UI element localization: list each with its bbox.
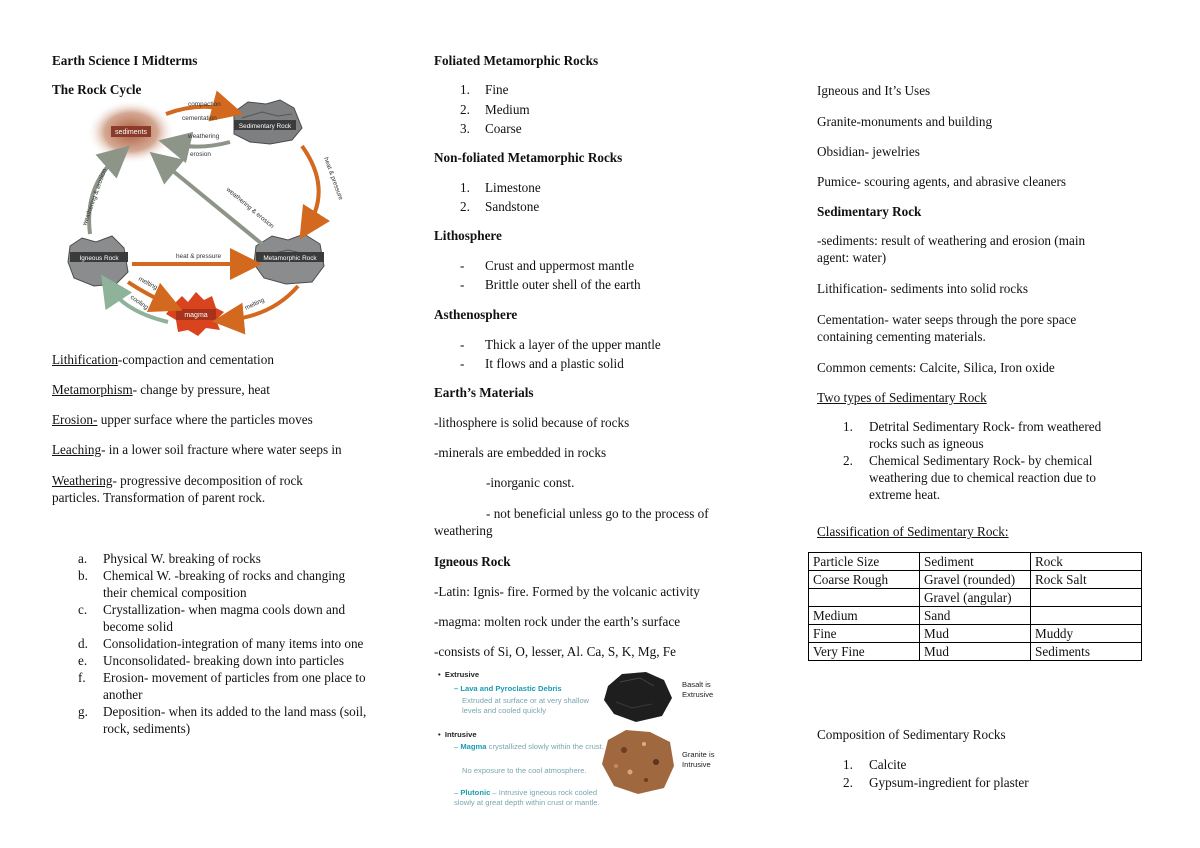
table-header-row bbox=[809, 553, 1142, 571]
list-item bbox=[817, 774, 1117, 792]
list-item-text: Chemical W. -breaking of rocks and changing their chemical composition bbox=[103, 568, 346, 600]
erosion-label: erosion bbox=[190, 151, 211, 158]
extrusive-sub-label: Lava and Pyroclastic Debris bbox=[460, 684, 562, 693]
sediments-label: sediments bbox=[115, 129, 147, 136]
list-item bbox=[434, 276, 734, 295]
list-marker: b. bbox=[78, 568, 88, 583]
sedimentary-weathering-arrow bbox=[174, 142, 230, 147]
list-marker: 2. bbox=[843, 775, 853, 790]
list-marker: g. bbox=[78, 704, 88, 719]
list-item bbox=[817, 452, 1119, 503]
list-marker: - bbox=[460, 258, 465, 273]
composition-list bbox=[817, 756, 1117, 792]
table-cell bbox=[809, 589, 920, 607]
list-item-text: Sandstone bbox=[485, 199, 540, 214]
list-item bbox=[52, 601, 383, 635]
igneous-rock-label: Igneous Rock bbox=[79, 255, 119, 262]
list-item bbox=[52, 652, 373, 669]
earths-materials-heading: Earth’s Materials bbox=[434, 385, 534, 400]
table-cell: Coarse Rough bbox=[809, 571, 920, 589]
document-title: Earth Science I Midterms bbox=[52, 53, 198, 68]
intrusive-magma: – Magma crystallized slowly within the crust. bbox=[454, 742, 604, 751]
asthenosphere-list bbox=[434, 336, 734, 374]
earths-materials-line-3: -inorganic const. bbox=[486, 475, 575, 490]
list-marker: a. bbox=[78, 551, 88, 566]
list-marker: f. bbox=[78, 670, 86, 685]
list-item bbox=[817, 418, 1119, 452]
list-item-text: Medium bbox=[485, 101, 530, 117]
list-item bbox=[434, 120, 734, 140]
list-item-text: Crust and uppermost mantle bbox=[485, 258, 635, 273]
igneous-use-item: Obsidian- jewelries bbox=[817, 144, 920, 159]
cooling-label: cooling bbox=[128, 293, 150, 312]
list-marker: 1. bbox=[460, 82, 470, 97]
definition-term: Lithification bbox=[52, 352, 118, 367]
earths-materials-line-4: - not beneficial unless go to the process of weathering bbox=[434, 506, 709, 538]
rock-cycle-heading: The Rock Cycle bbox=[52, 82, 142, 97]
foliated-heading: Foliated Metamorphic Rocks bbox=[434, 53, 599, 68]
list-item bbox=[434, 81, 734, 101]
igneous-use-item: Granite-monuments and building bbox=[817, 114, 993, 129]
weathering-label: weathering bbox=[188, 133, 220, 140]
table-header-cell: Rock bbox=[1031, 553, 1142, 571]
list-marker: 2. bbox=[460, 199, 470, 214]
list-item bbox=[434, 355, 734, 374]
composition-heading: Composition of Sedimentary Rocks bbox=[817, 727, 1006, 742]
intrusive-title: Intrusive bbox=[444, 730, 477, 739]
list-item-text: Gypsum-ingredient for plaster bbox=[869, 775, 1029, 790]
definition-leaching bbox=[52, 441, 342, 458]
definition-text: upper surface where the particles moves bbox=[97, 412, 313, 427]
list-item-text: Deposition- when its added to the land mass (soil, rock, sediments) bbox=[103, 704, 367, 736]
basalt-caption: Basalt is Extrusive bbox=[682, 680, 714, 699]
list-item-text: Brittle outer shell of the earth bbox=[485, 277, 641, 292]
metamorphic-rock-label: Metamorphic Rock bbox=[263, 255, 317, 262]
list-item-text: Detrital Sedimentary Rock- from weathered rocks such as igneous bbox=[869, 419, 1102, 451]
extrusive-sub: – Lava and Pyroclastic Debris bbox=[454, 684, 562, 693]
intrusive-magma-desc: crystallized slowly within the crust. bbox=[488, 742, 604, 751]
list-marker: 1. bbox=[843, 757, 853, 772]
list-item bbox=[52, 550, 363, 567]
igneous-use-item: Pumice- scouring agents, and abrasive cleaners bbox=[817, 174, 1067, 189]
list-item bbox=[434, 336, 734, 355]
magma-label: magma bbox=[184, 312, 208, 319]
igneous-line-3: -consists of Si, O, lesser, Al. Ca, S, K, Mg, Fe bbox=[434, 644, 676, 659]
extrusive-title: Extrusive bbox=[444, 670, 480, 679]
definition-term: Erosion- bbox=[52, 412, 98, 427]
granite-image bbox=[600, 726, 676, 796]
definition-weathering bbox=[52, 472, 352, 506]
sedimentary-line-2: Lithification- sediments into solid rocks bbox=[817, 281, 1028, 296]
table-cell: Rock Salt bbox=[1031, 571, 1142, 589]
list-item-text: Chemical Sedimentary Rock- by chemical weathering due to chemical reaction due to extreme heat. bbox=[869, 453, 1097, 502]
table-row bbox=[809, 607, 1142, 625]
table-header-cell: Sediment bbox=[920, 553, 1031, 571]
table-row bbox=[809, 643, 1142, 661]
intrusive-bullet: • Intrusive bbox=[438, 730, 477, 739]
list-item bbox=[434, 179, 734, 198]
igneous-line-1: -Latin: Ignis- fire. Formed by the volcanic activity bbox=[434, 584, 700, 599]
list-marker: - bbox=[460, 356, 465, 371]
nonfoliated-heading: Non-foliated Metamorphic Rocks bbox=[434, 150, 623, 165]
table-cell bbox=[1031, 589, 1142, 607]
definition-text: - in a lower soil fracture where water seeps in bbox=[101, 442, 342, 457]
intrusive-plutonic-label: Plutonic bbox=[460, 788, 491, 797]
granite-caption: Granite is Intrusive bbox=[682, 750, 715, 769]
list-marker: 1. bbox=[460, 180, 470, 195]
intrusive-no-exposure: No exposure to the cool atmosphere. bbox=[462, 766, 587, 775]
basalt-image bbox=[602, 668, 674, 724]
table-cell: Gravel (rounded) bbox=[920, 571, 1031, 589]
sedimentary-line-1: -sediments: result of weathering and erosion (main agent: water) bbox=[817, 233, 1086, 265]
igneous-line-2: -magma: molten rock under the earth’s surface bbox=[434, 614, 681, 629]
list-item-text: Crystallization- when magma cools down and become solid bbox=[103, 602, 346, 634]
list-marker: c. bbox=[78, 602, 88, 617]
table-cell: Sediments bbox=[1031, 643, 1142, 661]
weathering-erosion-label-left: weathering & erosion bbox=[81, 167, 109, 227]
foliated-list bbox=[434, 81, 734, 140]
list-item-text: Calcite bbox=[869, 757, 907, 772]
extrusive-bullet: • Extrusive bbox=[438, 670, 480, 679]
earths-materials-line-1: -lithosphere is solid because of rocks bbox=[434, 415, 630, 430]
melting-label-right: melting bbox=[243, 296, 266, 312]
weathering-list bbox=[52, 550, 397, 737]
igneous-heading: Igneous Rock bbox=[434, 554, 511, 569]
lithosphere-heading: Lithosphere bbox=[434, 228, 502, 243]
rock-cycle-diagram bbox=[66, 98, 345, 344]
table-row bbox=[809, 589, 1142, 607]
table-cell: Sand bbox=[920, 607, 1031, 625]
table-cell: Mud bbox=[920, 643, 1031, 661]
definition-term: Leaching bbox=[52, 442, 102, 457]
list-item bbox=[52, 635, 383, 652]
table-cell: Very Fine bbox=[809, 643, 920, 661]
heat-pressure-arrow-right bbox=[302, 146, 319, 226]
list-item-text: Erosion- movement of particles from one place to another bbox=[103, 670, 366, 702]
list-marker: 2. bbox=[843, 453, 853, 468]
asthenosphere-heading: Asthenosphere bbox=[434, 307, 518, 322]
definition-metamorphism bbox=[52, 381, 270, 398]
heat-pressure-label-bottom: heat & pressure bbox=[176, 253, 222, 260]
list-marker: d. bbox=[78, 636, 88, 651]
list-marker: - bbox=[460, 277, 465, 292]
list-item-text: Thick a layer of the upper mantle bbox=[485, 337, 661, 352]
classification-table bbox=[808, 552, 1142, 661]
lithosphere-list bbox=[434, 257, 734, 295]
table-row bbox=[809, 625, 1142, 643]
list-item bbox=[817, 756, 1117, 774]
earths-materials-line-2: -minerals are embedded in rocks bbox=[434, 445, 607, 460]
table-cell: Medium bbox=[809, 607, 920, 625]
definition-text: -compaction and cementation bbox=[117, 352, 274, 367]
igneous-types-figure bbox=[434, 666, 734, 826]
sedimentary-line-3: Cementation- water seeps through the pore space containing cementing materials. bbox=[817, 312, 1077, 344]
table-row bbox=[809, 571, 1142, 589]
intrusive-plutonic: – Plutonic – Intrusive igneous rock cooled slowly at great depth within crust or mantle. bbox=[454, 788, 600, 807]
compaction-label: compaction bbox=[188, 101, 221, 108]
sedimentary-line-4: Common cements: Calcite, Silica, Iron oxide bbox=[817, 360, 1055, 375]
definition-lithification bbox=[52, 351, 274, 368]
list-marker: e. bbox=[78, 653, 88, 668]
two-types-list bbox=[817, 418, 1162, 503]
list-item-text: Fine bbox=[485, 82, 509, 97]
list-marker: 2. bbox=[460, 101, 470, 117]
definition-text: - change by pressure, heat bbox=[132, 382, 270, 397]
classification-heading: Classification of Sedimentary Rock: bbox=[817, 524, 1009, 539]
list-item bbox=[434, 257, 734, 276]
table-cell bbox=[1031, 607, 1142, 625]
sedimentary-rock-label: Sedimentary Rock bbox=[238, 123, 292, 130]
igneous-uses-heading: Igneous and It’s Uses bbox=[817, 83, 931, 98]
list-item-text: Limestone bbox=[485, 180, 541, 195]
table-header-cell: Particle Size bbox=[809, 553, 920, 571]
list-item-text: It flows and a plastic solid bbox=[485, 356, 624, 371]
sedimentary-heading: Sedimentary Rock bbox=[817, 204, 922, 219]
intrusive-magma-label: Magma bbox=[460, 742, 487, 751]
melting-label-left: melting bbox=[137, 275, 159, 292]
list-marker: 3. bbox=[460, 121, 470, 136]
definition-term: Metamorphism bbox=[52, 382, 133, 397]
table-cell: Fine bbox=[809, 625, 920, 643]
list-item-text: Physical W. breaking of rocks bbox=[103, 551, 261, 566]
extrusive-desc: Extruded at surface or at very shallow levels and cooled quickly bbox=[462, 696, 590, 715]
list-item bbox=[434, 101, 734, 121]
list-item bbox=[52, 669, 393, 703]
list-item-text: Unconsolidated- breaking down into particles bbox=[103, 653, 344, 668]
list-marker: - bbox=[460, 337, 465, 352]
definition-term: Weathering bbox=[52, 473, 113, 488]
table-cell: Gravel (angular) bbox=[920, 589, 1031, 607]
intrusive-plutonic-desc: – Intrusive igneous rock cooled slowly at great depth within crust or mantle. bbox=[454, 788, 600, 807]
table-cell: Muddy bbox=[1031, 625, 1142, 643]
cementation-label: cementation bbox=[182, 115, 217, 122]
heat-pressure-label-right: heat & pressure bbox=[322, 156, 345, 202]
list-item bbox=[52, 567, 363, 601]
nonfoliated-list bbox=[434, 179, 734, 217]
two-types-heading: Two types of Sedimentary Rock bbox=[817, 390, 987, 405]
list-item bbox=[434, 198, 734, 217]
table-cell: Mud bbox=[920, 625, 1031, 643]
list-item-text: Coarse bbox=[485, 121, 522, 136]
definition-text: - progressive decomposition of rock particles. Transformation of parent rock. bbox=[52, 473, 303, 505]
definition-erosion bbox=[52, 411, 313, 428]
list-item-text: Consolidation-integration of many items into one bbox=[103, 636, 364, 651]
list-item bbox=[52, 703, 383, 737]
list-marker: 1. bbox=[843, 419, 853, 434]
weathering-erosion-label-center: weathering & erosion bbox=[224, 186, 276, 231]
